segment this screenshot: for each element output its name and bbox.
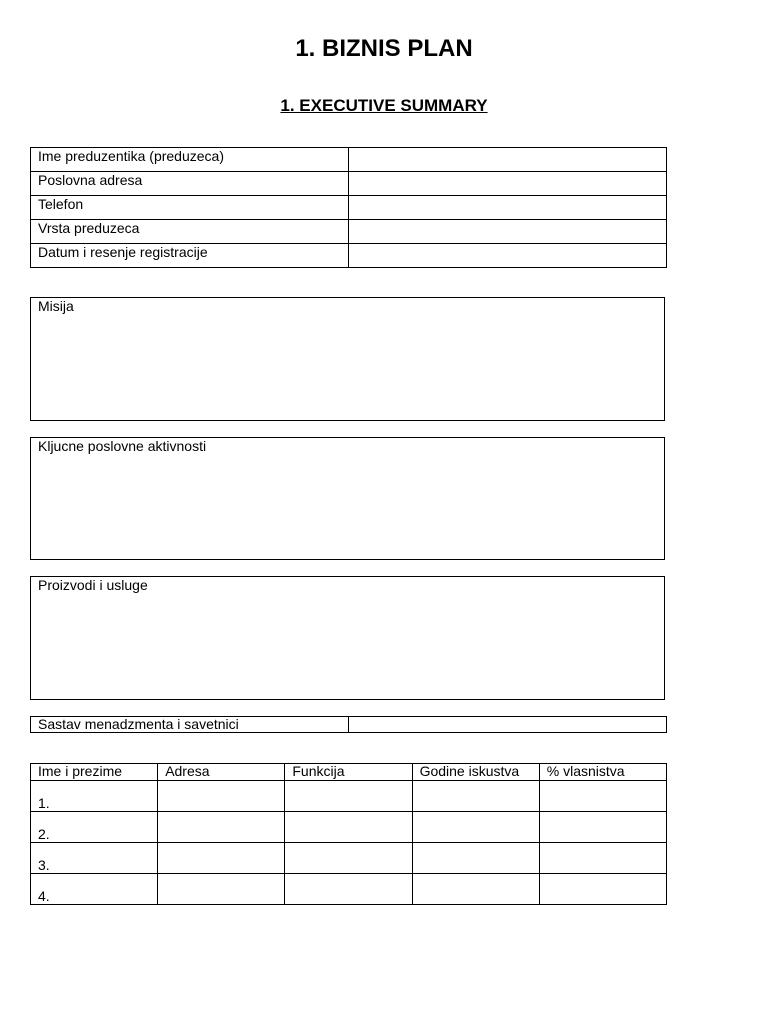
column-header: Ime i prezime [31,764,158,781]
field-label: Ime preduzentika (preduzeca) [31,148,349,172]
management-table [30,716,667,733]
column-header: Funkcija [285,764,412,781]
table-cell[interactable] [285,812,412,843]
field-value[interactable] [349,717,667,733]
table-cell[interactable] [539,812,666,843]
table-row [31,172,667,196]
table-cell[interactable] [285,874,412,905]
table-row [31,843,667,874]
table-row [31,717,667,733]
field-value[interactable] [349,220,667,244]
table-cell[interactable] [539,781,666,812]
column-header: Godine iskustva [412,764,539,781]
field-value[interactable] [349,196,667,220]
field-value[interactable] [349,244,667,268]
table-cell[interactable] [158,812,285,843]
table-header-row [31,764,667,781]
table-row [31,244,667,268]
table-cell[interactable] [285,781,412,812]
row-number[interactable]: 3. [31,843,158,874]
aktivnosti-box[interactable] [30,437,665,560]
team-table [30,763,667,905]
table-row [31,196,667,220]
column-header: % vlasnistva [539,764,666,781]
row-number[interactable]: 2. [31,812,158,843]
field-label: Sastav menadzmenta i savetnici [31,717,349,733]
table-cell[interactable] [412,874,539,905]
table-row [31,220,667,244]
table-cell[interactable] [412,812,539,843]
table-cell[interactable] [158,781,285,812]
box-label: Misija [38,298,74,314]
column-header: Adresa [158,764,285,781]
field-label: Vrsta preduzeca [31,220,349,244]
table-row [31,812,667,843]
table-cell[interactable] [412,781,539,812]
box-label: Kljucne poslovne aktivnosti [38,438,207,454]
company-info-table [30,147,667,268]
box-label: Proizvodi i usluge [38,577,148,593]
proizvodi-box[interactable] [30,576,665,700]
field-label: Poslovna adresa [31,172,349,196]
table-cell[interactable] [285,843,412,874]
field-value[interactable] [349,148,667,172]
table-row [31,781,667,812]
table-row [31,148,667,172]
table-cell[interactable] [539,843,666,874]
field-label: Telefon [31,196,349,220]
table-cell[interactable] [158,843,285,874]
table-cell[interactable] [412,843,539,874]
section-title: 1. EXECUTIVE SUMMARY [280,96,488,115]
page-title: 1. BIZNIS PLAN [295,35,473,62]
table-cell[interactable] [539,874,666,905]
field-value[interactable] [349,172,667,196]
table-row [31,874,667,905]
row-number[interactable]: 4. [31,874,158,905]
field-label: Datum i resenje registracije [31,244,349,268]
row-number[interactable]: 1. [31,781,158,812]
table-cell[interactable] [158,874,285,905]
misija-box[interactable] [30,297,665,421]
